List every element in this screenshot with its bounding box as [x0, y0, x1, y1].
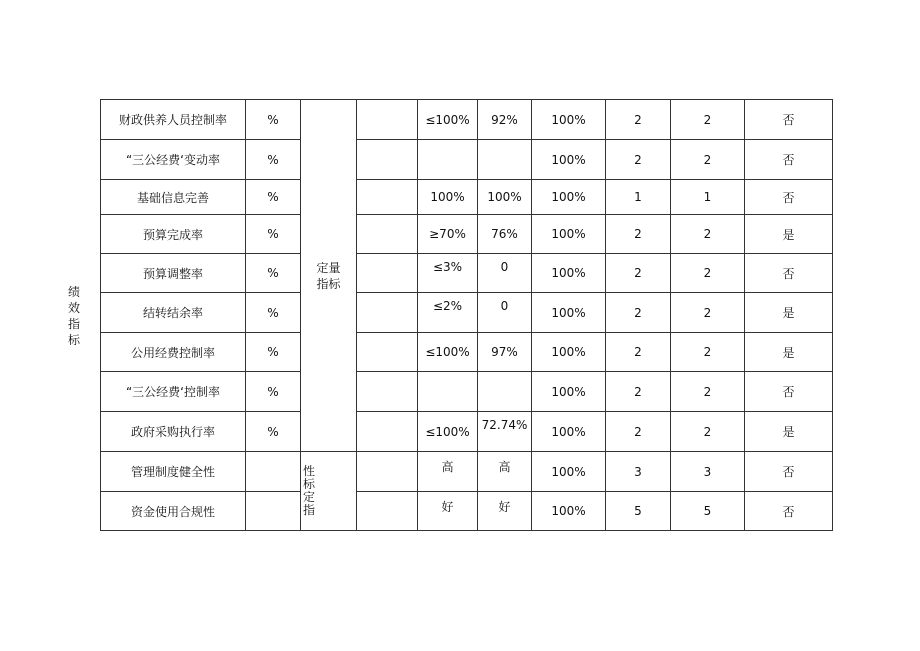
empty-cell [357, 254, 418, 293]
category-char: 指 [303, 503, 316, 517]
actual-cell: 0 [478, 293, 532, 333]
flag-cell: 否 [745, 492, 833, 531]
target-cell: ≤2% [418, 293, 478, 333]
table-row [101, 372, 833, 412]
empty-cell [357, 412, 418, 452]
score-cell: 2 [671, 293, 745, 333]
actual-cell: 92% [478, 100, 532, 140]
indicator-name: 管理制度健全性 [101, 452, 246, 492]
empty-cell [357, 492, 418, 531]
performance-indicator-label [62, 284, 86, 348]
unit-cell: % [246, 215, 301, 254]
unit-cell: % [246, 254, 301, 293]
weight-cell: 2 [606, 412, 671, 452]
unit-cell: % [246, 372, 301, 412]
flag-cell: 是 [745, 215, 833, 254]
indicator-name: 预算完成率 [101, 215, 246, 254]
weight-cell: 2 [606, 254, 671, 293]
rate-cell: 100% [532, 372, 606, 412]
indicator-name: 资金使用合规性 [101, 492, 246, 531]
score-cell: 5 [671, 492, 745, 531]
unit-cell [246, 452, 301, 492]
empty-cell [357, 333, 418, 372]
score-cell: 2 [671, 412, 745, 452]
rate-cell: 100% [532, 100, 606, 140]
category-line: 定量 [316, 260, 341, 275]
indicator-name: 财政供养人员控制率 [101, 100, 246, 140]
indicator-name: 结转结余率 [101, 293, 246, 333]
flag-cell: 否 [745, 100, 833, 140]
weight-cell: 3 [606, 452, 671, 492]
table-row [101, 140, 833, 180]
score-cell: 1 [671, 180, 745, 215]
empty-cell [357, 215, 418, 254]
category-char: 性 [303, 464, 316, 478]
indicator-name: “三公经费‘变动率 [101, 140, 246, 180]
unit-cell: % [246, 140, 301, 180]
target-cell: ≥70% [418, 215, 478, 254]
target-cell: 100% [418, 180, 478, 215]
score-cell: 2 [671, 372, 745, 412]
category-char: 定 [303, 490, 316, 504]
empty-cell [357, 293, 418, 333]
flag-cell: 是 [745, 293, 833, 333]
indicator-name: 基础信息完善 [101, 180, 246, 215]
rate-cell: 100% [532, 333, 606, 372]
table-row [101, 333, 833, 372]
weight-cell: 5 [606, 492, 671, 531]
table-row [101, 100, 833, 140]
rate-cell: 100% [532, 180, 606, 215]
target-cell: ≤3% [418, 254, 478, 293]
empty-cell [357, 180, 418, 215]
target-cell: 高 [418, 452, 478, 492]
flag-cell: 否 [745, 140, 833, 180]
flag-cell: 否 [745, 180, 833, 215]
side-label-char: 指 [67, 317, 80, 331]
rate-cell: 100% [532, 254, 606, 293]
side-label-char: 绩 [67, 285, 80, 299]
rate-cell: 100% [532, 293, 606, 333]
table-row [101, 452, 833, 492]
score-cell: 3 [671, 452, 745, 492]
unit-cell: % [246, 412, 301, 452]
target-cell [418, 372, 478, 412]
weight-cell: 2 [606, 140, 671, 180]
actual-cell [478, 140, 532, 180]
score-cell: 2 [671, 333, 745, 372]
weight-cell: 2 [606, 372, 671, 412]
empty-cell [357, 452, 418, 492]
actual-cell: 76% [478, 215, 532, 254]
category-line: 指标 [316, 276, 341, 291]
unit-cell: % [246, 293, 301, 333]
rate-cell: 100% [532, 452, 606, 492]
side-label-char: 效 [67, 301, 80, 315]
unit-cell: % [246, 100, 301, 140]
empty-cell [357, 372, 418, 412]
flag-cell: 否 [745, 452, 833, 492]
target-cell: ≤100% [418, 100, 478, 140]
target-cell: ≤100% [418, 333, 478, 372]
unit-cell [246, 492, 301, 531]
side-label-char: 标 [67, 333, 80, 347]
flag-cell: 否 [745, 372, 833, 412]
actual-cell [478, 372, 532, 412]
weight-cell: 1 [606, 180, 671, 215]
indicator-name: 政府采购执行率 [101, 412, 246, 452]
actual-cell: 0 [478, 254, 532, 293]
target-cell [418, 140, 478, 180]
table-row [101, 215, 833, 254]
actual-cell: 72.74% [478, 412, 532, 452]
table-row [101, 180, 833, 215]
empty-cell [357, 140, 418, 180]
empty-cell [357, 100, 418, 140]
actual-cell: 好 [478, 492, 532, 531]
weight-cell: 2 [606, 100, 671, 140]
rate-cell: 100% [532, 492, 606, 531]
category-char: 标 [303, 477, 316, 491]
unit-cell: % [246, 333, 301, 372]
unit-cell: % [246, 180, 301, 215]
indicator-name: 预算调整率 [101, 254, 246, 293]
score-cell: 2 [671, 215, 745, 254]
score-cell: 2 [671, 100, 745, 140]
qualitative-category-cell [301, 452, 357, 531]
target-cell: ≤100% [418, 412, 478, 452]
actual-cell: 高 [478, 452, 532, 492]
flag-cell: 是 [745, 333, 833, 372]
weight-cell: 2 [606, 215, 671, 254]
score-cell: 2 [671, 254, 745, 293]
weight-cell: 2 [606, 333, 671, 372]
rate-cell: 100% [532, 140, 606, 180]
target-cell: 好 [418, 492, 478, 531]
rate-cell: 100% [532, 412, 606, 452]
flag-cell: 否 [745, 254, 833, 293]
performance-indicator-table [100, 99, 833, 531]
actual-cell: 97% [478, 333, 532, 372]
score-cell: 2 [671, 140, 745, 180]
table-row [101, 412, 833, 452]
table-row [101, 293, 833, 333]
weight-cell: 2 [606, 293, 671, 333]
table-row [101, 492, 833, 531]
indicator-name: 公用经费控制率 [101, 333, 246, 372]
actual-cell: 100% [478, 180, 532, 215]
table-row [101, 254, 833, 293]
rate-cell: 100% [532, 215, 606, 254]
flag-cell: 是 [745, 412, 833, 452]
indicator-name: “三公经费‘控制率 [101, 372, 246, 412]
quantitative-category-cell [301, 100, 357, 452]
